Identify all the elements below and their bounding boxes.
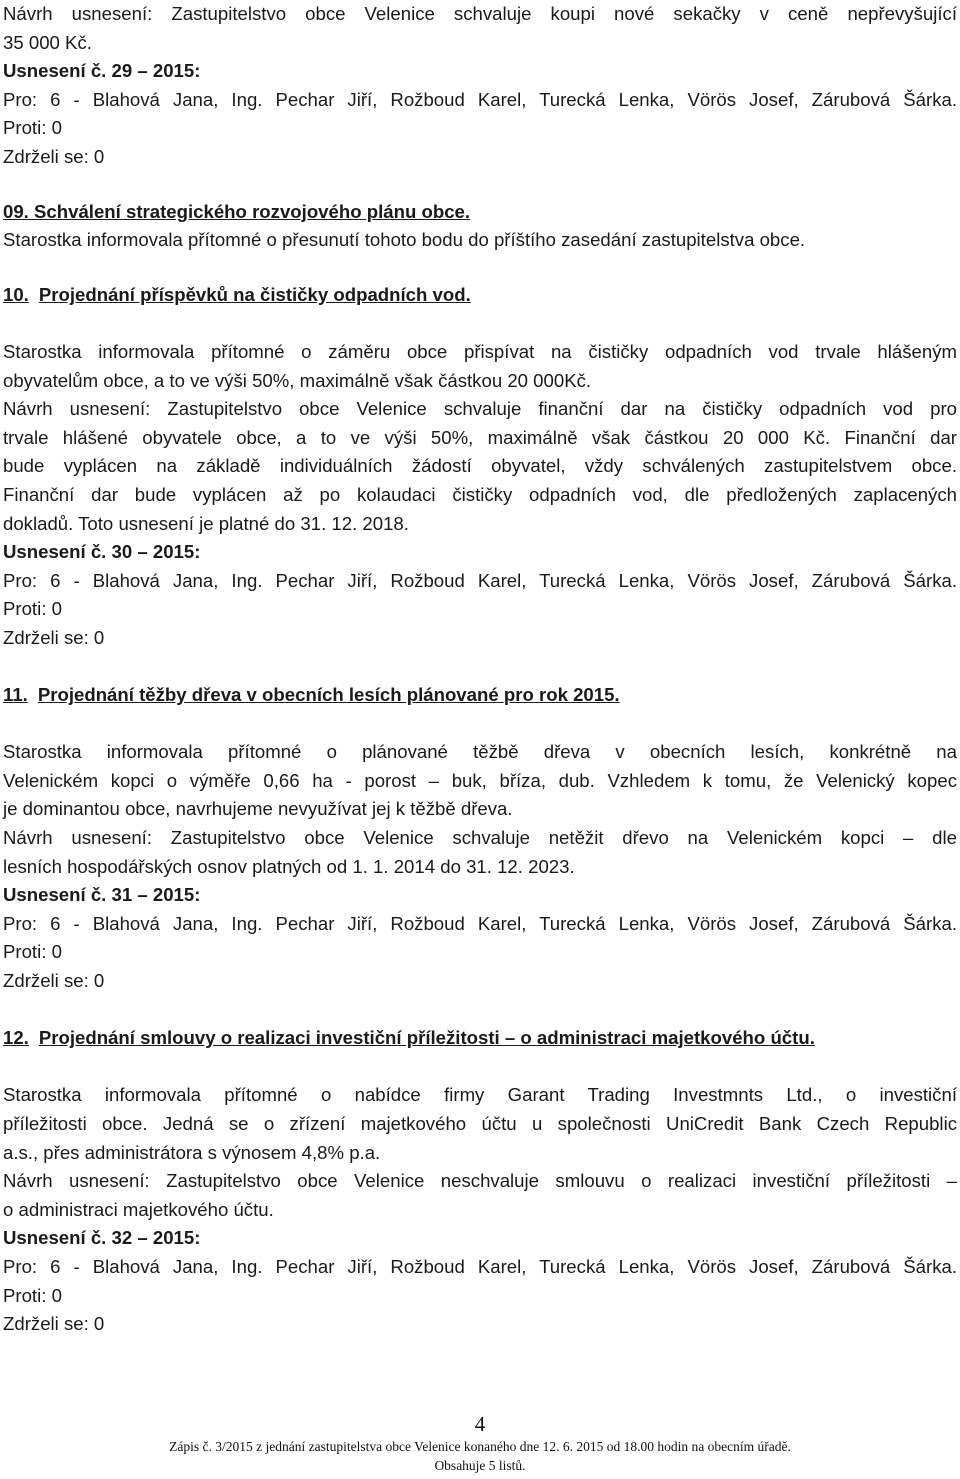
info-text: Velenickém kopci o výměře 0,66 ha - porost – buk, bříza, dub. Vzhledem k tomu, že Velenický kopec [3, 769, 957, 791]
proposal-text: Finanční dar bude vyplácen až po kolaudaci čističky odpadních vod, dle předložených zaplacených [3, 483, 957, 505]
proposal-text: Návrh usnesení: Zastupitelstvo obce Velenice neschvaluje smlouvu o realizaci investiční příležitosti – [3, 1170, 957, 1192]
document-page [3, 0, 957, 1339]
vote-zdrzeli: Zdrželi se: 0 [3, 145, 105, 167]
section-number: 11. [3, 684, 28, 706]
resolution-number: Usnesení č. 30 – 2015: [3, 541, 201, 563]
vote-proti: Proti: 0 [3, 941, 62, 963]
info-text: a.s., přes administrátora s výnosem 4,8% p.a. [3, 1141, 381, 1163]
proposal-text: lesních hospodářských osnov platných od 1. 1. 2014 do 31. 12. 2023. [3, 855, 575, 877]
info-text: Starostka informovala přítomné o nabídce firmy Garant Trading Investmnts Ltd., o investiční [3, 1084, 957, 1106]
footer-sheet-count: Obsahuje 5 listů. [434, 1458, 526, 1473]
vote-proti: Proti: 0 [3, 1284, 62, 1306]
info-text: je dominantou obce, navrhujeme nevyužívat jej k těžbě dřeva. [3, 798, 513, 820]
proposal-text: Návrh usnesení: Zastupitelstvo obce Velenice schvaluje finanční dar na čističky odpadních vod pro [3, 398, 957, 420]
info-text: obyvatelům obce, a to ve výši 50%, maximálně však částkou 20 000Kč. [3, 369, 592, 391]
info-text: Starostka informovala přítomné o přesunutí tohoto bodu do příštího zasedání zastupitelstva obce. [3, 229, 806, 251]
section-heading: 09. Schválení strategického rozvojového plánu obce. [3, 200, 471, 222]
proposal-text: o administraci majetkového účtu. [3, 1198, 274, 1220]
section-heading [3, 1024, 957, 1053]
info-text: Starostka informovala přítomné o záměru obce přispívat na čističky odpadních vod trvale hlášeným [3, 340, 957, 362]
vote-pro: Pro: 6 - Blahová Jana, Ing. Pechar Jiří, Rožboud Karel, Turecká Lenka, Vörös Josef, Zárubová Šárka. [3, 912, 957, 934]
section-title: Projednání příspěvků na čističky odpadních vod. [38, 283, 471, 305]
proposal-text: trvale hlášené obyvatele obce, a to ve výši 50%, maximálně však částkou 20 000 Kč. Finanční dar [3, 426, 957, 448]
section-heading [3, 281, 957, 310]
vote-zdrzeli: Zdrželi se: 0 [3, 1313, 105, 1335]
vote-proti: Proti: 0 [3, 117, 62, 139]
resolution-number: Usnesení č. 32 – 2015: [3, 1227, 201, 1249]
resolution-number: Usnesení č. 31 – 2015: [3, 884, 201, 906]
info-text: Starostka informovala přítomné o plánované těžbě dřeva v obecních lesích, konkrétně na [3, 741, 957, 763]
proposal-text: Návrh usnesení: Zastupitelstvo obce Velenice schvaluje koupi nové sekačky v ceně nepřevyšující [3, 3, 957, 24]
vote-pro: Pro: 6 - Blahová Jana, Ing. Pechar Jiří, Rožboud Karel, Turecká Lenka, Vörös Josef, Zárubová Šárka. [3, 88, 957, 110]
section-number: 10. [3, 283, 29, 305]
proposal-text: 35 000 Kč. [3, 31, 92, 53]
page-number: 4 [474, 1412, 486, 1436]
section-heading [3, 681, 957, 710]
vote-pro: Pro: 6 - Blahová Jana, Ing. Pechar Jiří, Rožboud Karel, Turecká Lenka, Vörös Josef, Zárubová Šárka. [3, 569, 957, 591]
section-number: 12. [3, 1027, 29, 1049]
vote-proti: Proti: 0 [3, 598, 62, 620]
footer-text: Zápis č. 3/2015 z jednání zastupitelstva obce Velenice konaného dne 12. 6. 2015 od 18.00 hodin na obecním úřadě. [169, 1439, 791, 1454]
resolution-number: Usnesení č. 29 – 2015: [3, 60, 201, 82]
proposal-text: bude vyplácen na základě individuálních žádostí obyvatel, vždy schválených zastupitelstvem obce. [3, 455, 957, 477]
proposal-text: dokladů. Toto usnesení je platné do 31. 12. 2018. [3, 512, 409, 534]
section-title: Projednání smlouvy o realizaci investiční příležitosti – o administraci majetkového účtu. [38, 1027, 815, 1049]
proposal-text: Návrh usnesení: Zastupitelstvo obce Velenice schvaluje netěžit dřevo na Velenickém kopci – dle [3, 827, 957, 849]
section-title: Projednání těžby dřeva v obecních lesích plánované pro rok 2015. [37, 684, 620, 706]
info-text: příležitosti obce. Jedná se o zřízení majetkového účtu u společnosti UniCredit Bank Czech Republic [3, 1112, 957, 1134]
vote-zdrzeli: Zdrželi se: 0 [3, 626, 105, 648]
vote-zdrzeli: Zdrželi se: 0 [3, 970, 105, 991]
vote-pro: Pro: 6 - Blahová Jana, Ing. Pechar Jiří, Rožboud Karel, Turecká Lenka, Vörös Josef, Zárubová Šárka. [3, 1255, 957, 1277]
